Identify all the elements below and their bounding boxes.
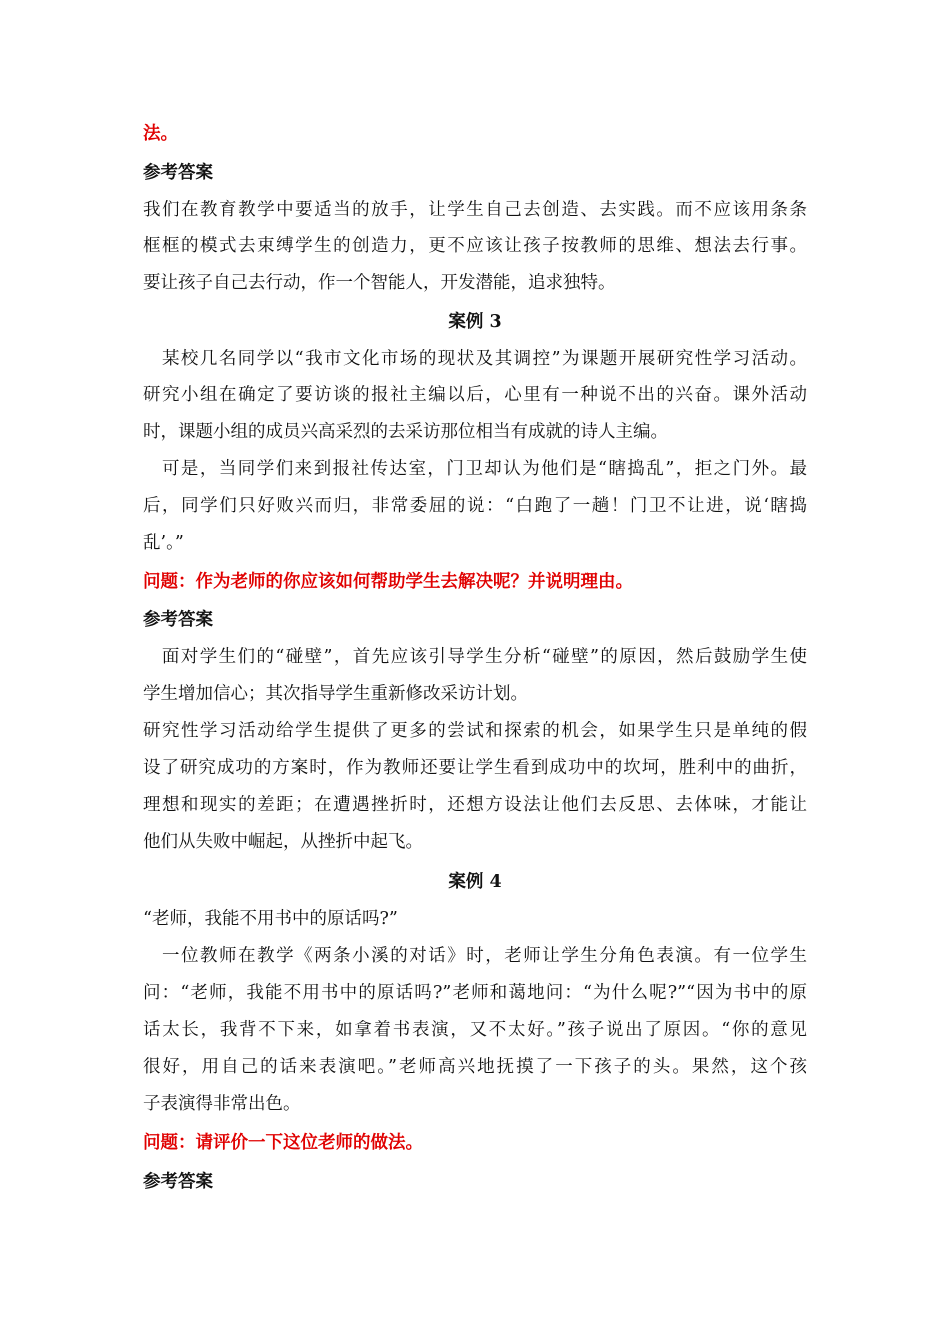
answer-paragraph-line: 面对学生们的“碰壁”，首先应该引导学生分析“碰壁”的原因，然后鼓励学生使	[143, 647, 807, 667]
answer-paragraph-line: 设了研究成功的方案时，作为教师还要让学生看到成功中的坎坷，胜利中的曲折，	[143, 758, 807, 778]
answer-paragraph-line: 我们在教育教学中要适当的放手，让学生自己去创造、去实践。而不应该用条条	[143, 200, 807, 220]
case-quote-line: “老师，我能不用书中的原话吗?”	[143, 909, 398, 929]
case-paragraph-line: 可是，当同学们来到报社传达室，门卫却认为他们是“瞎捣乱”，拒之门外。最	[143, 459, 807, 479]
case-paragraph-line: 某校几名同学以“我市文化市场的现状及其调控”为课题开展研究性学习活动。	[143, 349, 807, 369]
case-paragraph-line: 一位教师在教学《两条小溪的对话》时，老师让学生分角色表演。有一位学生	[143, 946, 807, 966]
question-tail: 法。	[143, 124, 178, 144]
case-paragraph-line: 问：“老师，我能不用书中的原话吗?”老师和蔼地问：“为什么呢?”“因为书中的原	[143, 983, 807, 1003]
answer-paragraph-line: 学生增加信心；其次指导学生重新修改采访计划。	[143, 684, 528, 704]
answer-paragraph-line: 研究性学习活动给学生提供了更多的尝试和探索的机会，如果学生只是单纯的假	[143, 721, 807, 741]
question-text: 问题：作为老师的你应该如何帮助学生去解决呢？并说明理由。	[143, 572, 633, 592]
answer-paragraph-line: 他们从失败中崛起，从挫折中起飞。	[143, 832, 423, 852]
case-paragraph-line: 话太长，我背不下来，如拿着书表演，又不太好。”孩子说出了原因。“你的意见	[143, 1020, 807, 1040]
case-paragraph-line: 乱’。”	[143, 533, 184, 553]
answer-paragraph-line: 框框的模式去束缚学生的创造力，更不应该让孩子按教师的思维、想法去行事。	[143, 236, 807, 256]
answer-heading: 参考答案	[143, 163, 213, 183]
answer-heading: 参考答案	[143, 1172, 213, 1192]
case-paragraph-line: 很好，用自己的话来表演吧。”老师高兴地抚摸了一下孩子的头。果然，这个孩	[143, 1057, 807, 1077]
answer-heading: 参考答案	[143, 610, 213, 630]
question-text: 问题：请评价一下这位老师的做法。	[143, 1133, 423, 1153]
case-paragraph-line: 子表演得非常出色。	[143, 1094, 301, 1114]
answer-paragraph-line: 理想和现实的差距；在遭遇挫折时，还想方设法让他们去反思、去体味，才能让	[143, 795, 807, 815]
case-heading: 案例 4	[448, 872, 502, 892]
answer-paragraph-line: 要让孩子自己去行动，作一个智能人，开发潜能，追求独特。	[143, 273, 616, 293]
case-paragraph-line: 后，同学们只好败兴而归，非常委屈的说：“白跑了一趟！门卫不让进，说‘瞎捣	[143, 496, 807, 516]
case-heading: 案例 3	[448, 312, 502, 332]
case-paragraph-line: 研究小组在确定了要访谈的报社主编以后，心里有一种说不出的兴奋。课外活动	[143, 385, 807, 405]
case-paragraph-line: 时，课题小组的成员兴高采烈的去采访那位相当有成就的诗人主编。	[143, 422, 668, 442]
